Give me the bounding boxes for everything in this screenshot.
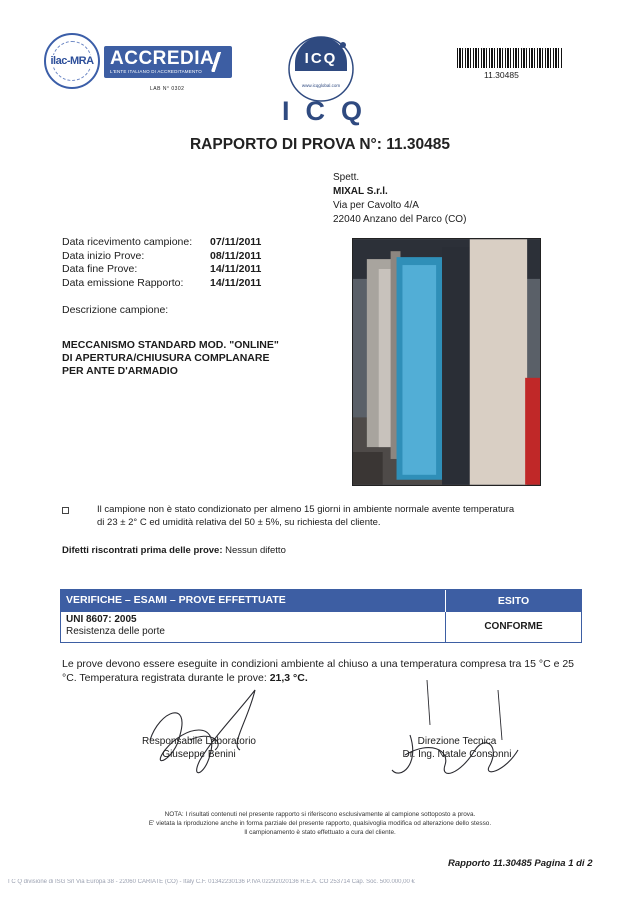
signature-left [119, 735, 279, 761]
date-row: Data inizio Prove: 08/11/2011 [62, 249, 262, 262]
description-label: Descrizione campione: [62, 304, 169, 316]
conditions-text: Le prove devono essere eseguite in condizioni ambiente al chiuso a una temperatura compresa tra 15 °C e 25 °C. Temperatura registrata durante le prove: 21,3 °C. [62, 658, 575, 684]
sample-description: MECCANISMO STANDARD MOD. "ONLINE" DI APERTURA/CHIUSURA COMPLANARE PER ANTE D'ARMADIO [62, 339, 279, 377]
defects-line: Difetti riscontrati prima delle prove: Nessun difetto [62, 545, 286, 556]
table-header [61, 590, 581, 612]
signature-right [382, 735, 532, 761]
footnote: NOTA: I risultati contenuti nel presente rapporto si riferiscono esclusivamente al campione sottoposto a prova. E' vietata la riproduzione anche in forma parziale del presente rapporto, qualsivoglia modifica od alterazione dello stesso. Il campionamento è stato effettuato a cura del cliente. [148, 811, 492, 836]
company-name: MIXAL S.r.l. [333, 186, 388, 197]
lab-number: LAB N° 0302 [150, 86, 185, 92]
left-name: Giuseppe Benini [162, 749, 236, 760]
city: 22040 Anzano del Parco (CO) [333, 214, 467, 225]
svg-text:www.icqglobal.com: www.icqglobal.com [301, 83, 341, 88]
test-result: CONFORME [445, 612, 581, 642]
barcode-number: 11.30485 [484, 70, 519, 80]
icq-letters: ICQ [282, 96, 379, 126]
date-row: Data emissione Rapporto: 14/11/2011 [62, 276, 262, 289]
company-legal-line: I C Q divisione di ISG Srl Via Europa 38 - 22060 CARIATE (CO) - Italy C.F. 01342230136 P.IVA 02292020136 R.E.A. CO 253714 Cap. Soc. 500.000,00 € [8, 879, 415, 885]
dates-block [62, 236, 261, 290]
date-row: Data ricevimento campione: 07/11/2011 [62, 236, 262, 248]
accredia-logo: ACCREDIA L'ENTE ITALIANO DI ACCREDITAMENTO [104, 46, 232, 78]
right-name: Dr. Ing. Natale Consonni [402, 749, 512, 760]
test-standard: UNI 8607: 2005 [66, 614, 137, 625]
svg-text:ICQ: ICQ [304, 50, 338, 67]
conditioning-note: Il campione non è stato condizionato per almeno 15 giorni in ambiente normale avente temperatura di 23 ± 2° C ed umidità relativa del 50 ± 5%, su richiesta del cliente. [62, 504, 582, 529]
checkbox-icon [62, 507, 69, 514]
sample-photo [352, 238, 541, 486]
date-row: Data fine Prove: 14/11/2011 [62, 263, 262, 275]
ilac-mra-logo: ilac-MRA [44, 33, 100, 89]
table-row [61, 612, 581, 642]
report-title: RAPPORTO DI PROVA N°: 11.30485 [189, 136, 451, 153]
street: Via per Cavolto 4/A [333, 200, 419, 211]
tests-table [60, 589, 582, 643]
recipient-address [333, 171, 466, 227]
test-name: Resistenza delle porte [66, 626, 165, 637]
header-tests: VERIFICHE – ESAMI – PROVE EFFETTUATE [66, 594, 286, 606]
salutation: Spett. [333, 172, 360, 183]
page-footer: Rapporto 11.30485 Pagina 1 di 2 [448, 858, 593, 869]
header-result: ESITO [445, 590, 581, 612]
icq-seal-logo [287, 35, 355, 103]
barcode [457, 48, 563, 68]
left-role: Responsabile Laboratorio [142, 736, 256, 747]
right-role: Direzione Tecnica [417, 736, 497, 747]
